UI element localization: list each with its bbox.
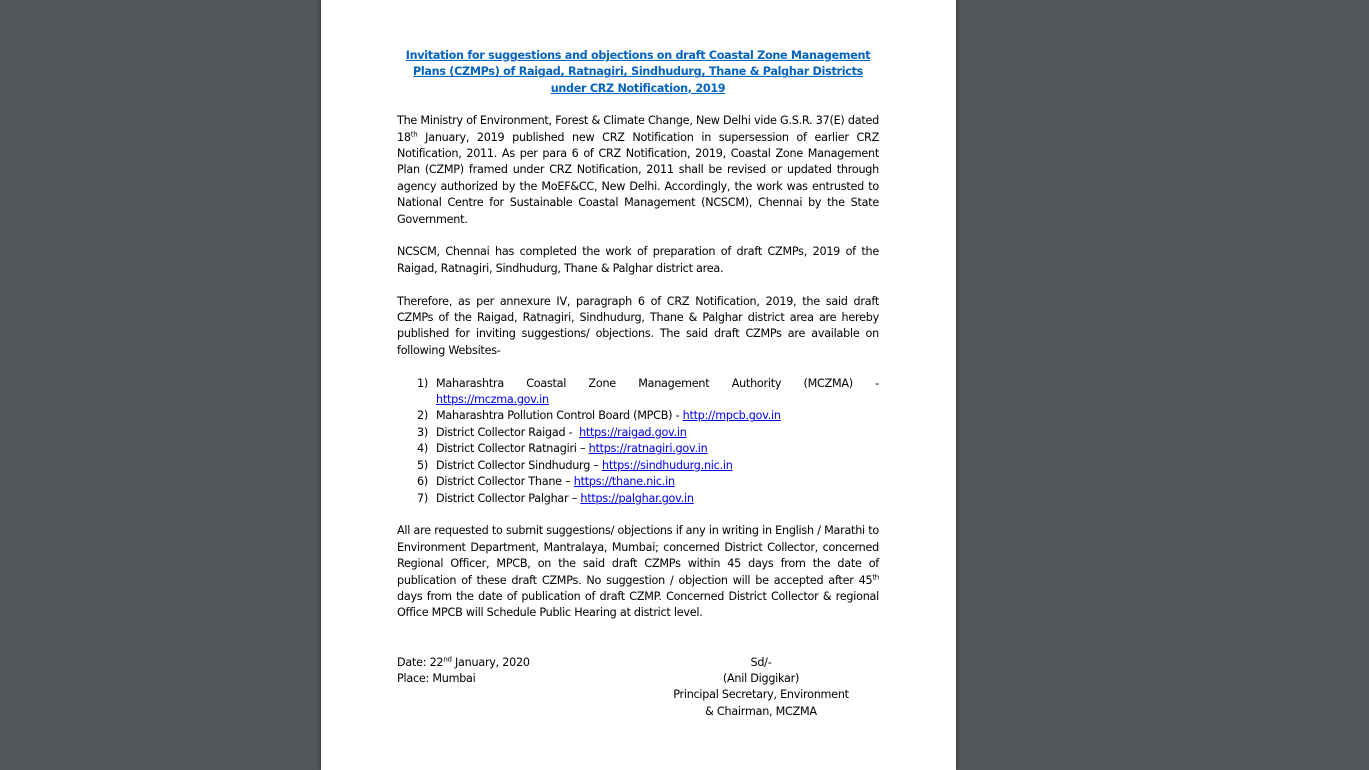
signature-block (397, 655, 879, 725)
website-label: District Collector Raigad - (436, 425, 573, 439)
date-place (397, 655, 530, 688)
paragraph-request: All are requested to submit suggestions/ objections if any in writing in English / Marathi to Environment Department, Mantralaya, Mumbai; concerned District Collector, concerned Regional Officer, MPCB, on the said draft CZMPs within 45 days from the date of publication of these draft CZMPs. No suggestion / objection will be accepted after 45th days from the date of publication of draft CZMP. Concerned District Collector & regional Office MPCB will Schedule Public Hearing at district level. (397, 524, 879, 620)
signatory-title: Principal Secretary, Environment (673, 688, 849, 702)
paragraph-intro: The Ministry of Environment, Forest & Climate Change, New Delhi vide G.S.R. 37(E) dated 18th January, 2019 published new CRZ Notification in supersession of earlier CRZ Notification, 2011. As per para 6 of CRZ Notification, 2019, Coastal Zone Management Plan (CZMP) framed under CRZ Notification, 2011 shall be revised or updated through agency authorized by the MoEF&CC, New Delhi. Accordingly, the work was entrusted to National Centre for Sustainable Coastal Management (NCSCM), Chennai by the State Government. (397, 114, 879, 226)
website-label: Maharashtra Coastal Zone Management Authority (MCZMA) - (436, 376, 879, 390)
website-label: District Collector Sindhudurg – (436, 458, 599, 472)
list-item: 7) District Collector Palghar – https://palghar.gov.in (417, 491, 694, 505)
website-label: District Collector Thane – (436, 475, 571, 489)
website-label: Maharashtra Pollution Control Board (MPCB) - (436, 409, 680, 423)
signatory (671, 655, 851, 721)
signatory-name: (Anil Diggikar) (722, 671, 800, 685)
website-link[interactable]: http://mpcb.gov.in (682, 409, 781, 423)
website-label: District Collector Ratnagiri – (436, 442, 586, 456)
document-page (321, 0, 956, 770)
list-item: 5) District Collector Sindhudurg – https://sindhudurg.nic.in (417, 458, 733, 472)
website-link[interactable]: https://palghar.gov.in (580, 491, 694, 505)
website-link[interactable]: https://sindhudurg.nic.in (602, 458, 733, 472)
document-title: Invitation for suggestions and objections on draft Coastal Zone Management Plans (CZMPs) of Raigad, Ratnagiri, Sindhudurg, Thane & Palghar Districts under CRZ Notification, 2019 (405, 49, 871, 95)
signatory-title-2: & Chairman, MCZMA (705, 704, 817, 718)
website-link[interactable]: https://mczma.gov.in (436, 393, 549, 407)
paragraph-ncscm: NCSCM, Chennai has completed the work of preparation of draft CZMPs, 2019 of the Raigad, Ratnagiri, Sindhudurg, Thane & Palghar district area. (397, 245, 879, 275)
website-link[interactable]: https://thane.nic.in (573, 475, 675, 489)
paragraph-publication: Therefore, as per annexure IV, paragraph 6 of CRZ Notification, 2019, the said draft CZMPs of the Raigad, Ratnagiri, Sindhudurg, Thane & Palghar district area are hereby published for inviting suggestions/ objections. The said draft CZMPs are available on following Websites- (397, 294, 879, 357)
list-item: 1) Maharashtra Coastal Zone Management Authority (MCZMA) - https://mczma.gov.in (417, 376, 879, 407)
website-list (397, 376, 879, 507)
list-item: 4) District Collector Ratnagiri – https://ratnagiri.gov.in (417, 442, 708, 456)
list-item: 6) District Collector Thane – https://thane.nic.in (417, 475, 675, 489)
date-line: Date: 22nd January, 2020 (397, 654, 530, 669)
document-content (397, 48, 879, 725)
website-link[interactable]: https://raigad.gov.in (579, 425, 687, 439)
website-link[interactable]: https://ratnagiri.gov.in (588, 442, 708, 456)
place-line: Place: Mumbai (397, 671, 476, 685)
signature-mark: Sd/- (750, 655, 772, 669)
website-label: District Collector Palghar – (436, 491, 578, 505)
list-item: 3) District Collector Raigad - https://raigad.gov.in (417, 425, 687, 439)
list-item: 2) Maharashtra Pollution Control Board (MPCB) - http://mpcb.gov.in (417, 409, 781, 423)
